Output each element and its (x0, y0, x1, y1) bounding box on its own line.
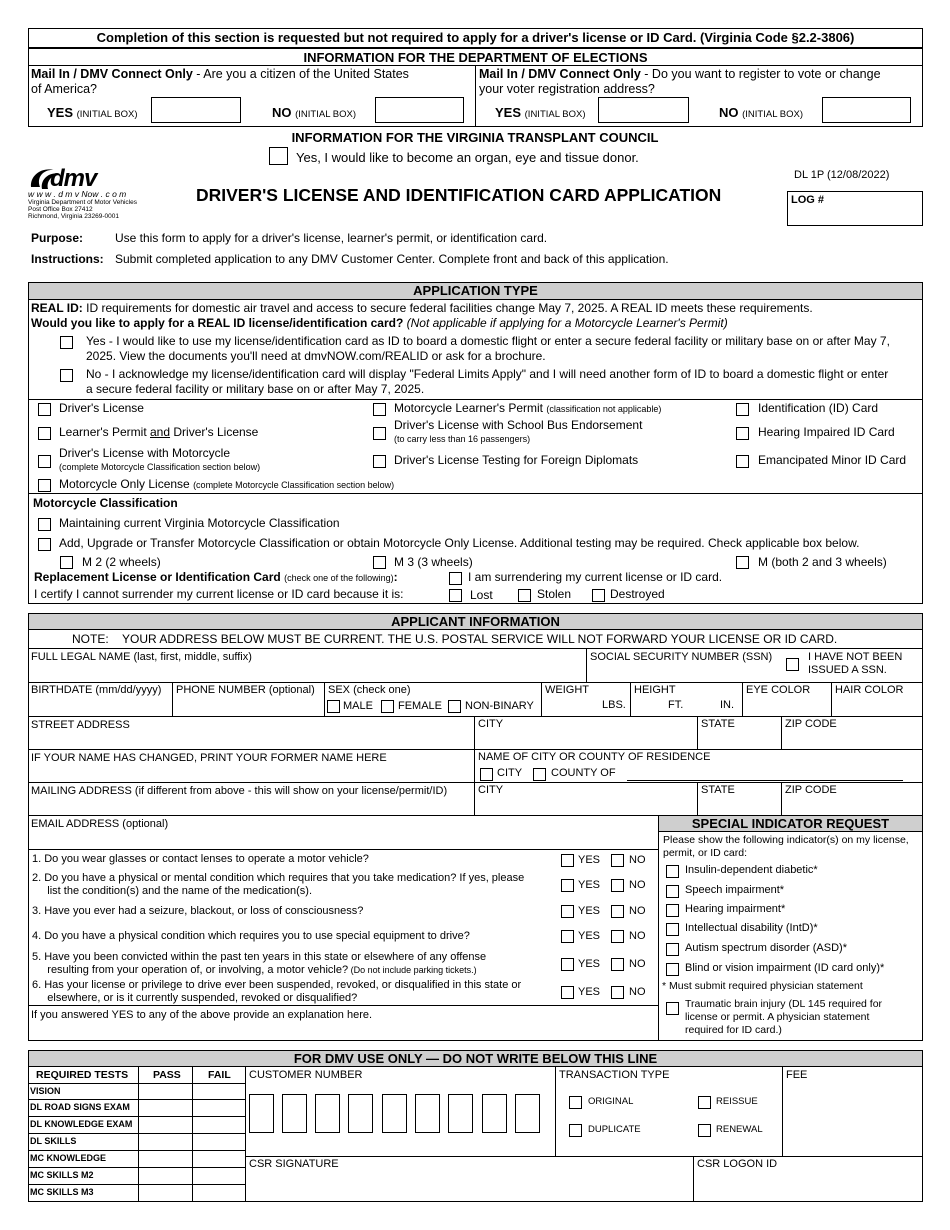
diabetic-checkbox[interactable] (666, 865, 679, 878)
ssn-label: SOCIAL SECURITY NUMBER (SSN) (590, 651, 773, 663)
q5-yes-checkbox[interactable] (561, 958, 574, 971)
learner-and-dl-checkbox[interactable] (38, 427, 51, 440)
test-row: DL KNOWLEDGE EXAM (30, 1119, 133, 1129)
renewal-label: RENEWAL (716, 1124, 763, 1135)
motorcycle-only-checkbox[interactable] (38, 479, 51, 492)
lbs-label: LBS. (602, 699, 626, 711)
instructions-text: Submit completed application to any DMV Customer Center. Complete front and back of this application. (115, 252, 669, 266)
m3-checkbox[interactable] (373, 556, 386, 569)
realid-yes-text: Yes - I would like to use my license/identification card as ID to board a domestic flight or enter a secure federal facility or military base on or after May 7, 2025. View the documents you'll need at dmvNOW.com/REALID or ask for a brochure. (86, 334, 890, 363)
motorcycle-learner-checkbox[interactable] (373, 403, 386, 416)
test-row: MC SKILLS M3 (30, 1187, 94, 1197)
q4-yes-label: YES (578, 930, 601, 942)
question-3: 3. Have you ever had a seizure, blackout, or loss of consciousness? (32, 905, 364, 917)
emancipated-minor-id-label: Emancipated Minor ID Card (758, 453, 907, 467)
org-name: Virginia Department of Motor Vehicles (28, 199, 137, 206)
org-city: Richmond, Virginia 23269-0001 (28, 213, 119, 220)
state-label: STATE (701, 718, 735, 730)
lost-checkbox[interactable] (449, 589, 462, 602)
vision-checkbox[interactable] (666, 963, 679, 976)
male-checkbox[interactable] (327, 700, 340, 713)
tbi-label: Traumatic brain injury (DL 145 required for license or permit. A physician statement required for ID card.) (685, 998, 883, 1036)
vision-label: Blind or vision impairment (ID card only)* (685, 962, 885, 974)
residence-county-checkbox[interactable] (533, 768, 546, 781)
mailing-city-label: CITY (478, 784, 504, 796)
required-tests-header: REQUIRED TESTS (36, 1069, 129, 1081)
county-underline[interactable] (627, 780, 903, 781)
moto-add-label: Add, Upgrade or Transfer Motorcycle Classification or obtain Motorcycle Only License. Additional testing may be required. Check applicable box below. (59, 536, 860, 550)
residence-county-label: COUNTY OF (551, 767, 616, 779)
instructions-label: Instructions: (31, 252, 104, 266)
no-ssn-checkbox[interactable] (786, 658, 799, 671)
reissue-label: REISSUE (716, 1096, 758, 1107)
question-4: 4. Do you have a physical condition which requires you to use special equipment to drive? (32, 930, 470, 942)
customer-digit-box[interactable] (382, 1094, 407, 1133)
q1-no-label: NO (629, 854, 646, 866)
log-number-label: LOG # (791, 194, 825, 206)
foreign-diplomat-checkbox[interactable] (373, 455, 386, 468)
purpose-text: Use this form to apply for a driver's license, learner's permit, or identification card. (115, 231, 548, 245)
address-note: NOTE: YOUR ADDRESS BELOW MUST BE CURRENT. THE U.S. POSTAL SERVICE WILL NOT FORWARD YOUR LICENSE OR ID CARD. (72, 632, 838, 646)
q2-no-label: NO (629, 879, 646, 891)
motorcycle-only-label: Motorcycle Only License (complete Motorcycle Classification section below) (59, 477, 395, 491)
register-no-label: NO (INITIAL BOX) (719, 105, 804, 120)
height-label: HEIGHT (634, 684, 676, 696)
motorcycle-class-heading: Motorcycle Classification (33, 496, 178, 510)
realid-no-checkbox[interactable] (60, 369, 73, 382)
hearing-impaired-id-label: Hearing Impaired ID Card (758, 425, 895, 439)
hearing-label: Hearing impairment* (685, 903, 786, 915)
destroyed-checkbox[interactable] (592, 589, 605, 602)
transplant-heading: INFORMATION FOR THE VIRGINIA TRANSPLANT COUNCIL (291, 130, 659, 145)
no-ssn-label: I HAVE NOT BEEN ISSUED A SSN. (808, 651, 903, 676)
q6-yes-label: YES (578, 986, 601, 998)
id-card-label: Identification (ID) Card (758, 401, 879, 415)
q6-no-checkbox[interactable] (611, 986, 624, 999)
zip-label: ZIP CODE (785, 718, 837, 730)
emancipated-minor-id-checkbox[interactable] (736, 455, 749, 468)
m2-checkbox[interactable] (60, 556, 73, 569)
hearing-impaired-id-checkbox[interactable] (736, 427, 749, 440)
moto-maintain-label: Maintaining current Virginia Motorcycle Classification (59, 516, 340, 530)
q3-yes-checkbox[interactable] (561, 905, 574, 918)
foreign-diplomat-label: Driver's License Testing for Foreign Diplomats (394, 453, 639, 467)
lost-label: Lost (470, 588, 493, 602)
sex-label: SEX (check one) (328, 684, 411, 696)
residence-city-checkbox[interactable] (480, 768, 493, 781)
q2-yes-label: YES (578, 879, 601, 891)
question-2: 2. Do you have a physical or mental condition which requires that you take medication? If yes, please list the condition(s) and the name of the medication(s). (32, 872, 525, 897)
logo-wordmark: dmv (50, 165, 97, 192)
dmv-logo (28, 167, 188, 222)
q3-no-label: NO (629, 905, 646, 917)
speech-label: Speech impairment* (685, 884, 785, 896)
original-label: ORIGINAL (588, 1096, 634, 1107)
question-1: 1. Do you wear glasses or contact lenses to operate a motor vehicle? (32, 853, 369, 865)
hair-color-label: HAIR COLOR (835, 684, 904, 696)
stolen-checkbox[interactable] (518, 589, 531, 602)
realid-yes-checkbox[interactable] (60, 336, 73, 349)
org-po: Post Office Box 27412 (28, 206, 93, 213)
female-label: FEMALE (398, 700, 443, 712)
realid-no-text: No - I acknowledge my license/identification card will display "Federal Limits Apply" and I will need another form of ID to board a domestic flight or enter a secure federal facility or military base on or after May 7, 2025. (86, 367, 889, 396)
moto-add-checkbox[interactable] (38, 538, 51, 551)
certify-label: I certify I cannot surrender my current license or ID card because it is: (34, 587, 404, 601)
surrender-checkbox[interactable] (449, 572, 462, 585)
diabetic-label: Insulin-dependent diabetic* (685, 864, 818, 876)
former-name-label: IF YOUR NAME HAS CHANGED, PRINT YOUR FORMER NAME HERE (31, 752, 387, 764)
applicant-heading: APPLICANT INFORMATION (29, 614, 922, 630)
q1-yes-checkbox[interactable] (561, 854, 574, 867)
customer-digit-box[interactable] (448, 1094, 473, 1133)
q1-no-checkbox[interactable] (611, 854, 624, 867)
full-name-input[interactable] (30, 665, 584, 681)
special-intro: Please show the following indicator(s) on my license, permit, or ID card: (663, 834, 909, 859)
pass-header: PASS (153, 1069, 181, 1081)
duplicate-label: DUPLICATE (588, 1124, 641, 1135)
school-bus-checkbox[interactable] (373, 427, 386, 440)
elections-notice: Completion of this section is requested but not required to apply for a driver's license or ID Card. (Virginia Code §2.2-3806) (29, 29, 922, 48)
test-row: VISION (30, 1086, 61, 1096)
question-6: 6. Has your license or privilege to drive ever been suspended, revoked, or disqualified in this state or elsewhere, or is it currently suspended, revoked or disqualified? (32, 979, 522, 1004)
explanation-label: If you answered YES to any of the above provide an explanation here. (31, 1009, 373, 1021)
citizen-yes-initial-box[interactable] (151, 97, 241, 123)
surrender-label: I am surrendering my current license or ID card. (468, 570, 723, 584)
question-5: 5. Have you been convicted within the past ten years in this state or elsewhere of any offense resulting from your operation of, or involving, a motor vehicle? (Do not include parking tickets.) (32, 951, 487, 976)
elections-heading: INFORMATION FOR THE DEPARTMENT OF ELECTIONS (29, 48, 922, 66)
organ-donor-label: Yes, I would like to become an organ, eye and tissue donor. (296, 150, 639, 165)
mailing-address-label: MAILING ADDRESS (if different from above - this will show on your license/permit/ID) (31, 785, 448, 797)
m3-label: M 3 (3 wheels) (394, 555, 473, 569)
mailing-zip-label: ZIP CODE (785, 784, 837, 796)
weight-label: WEIGHT (545, 684, 589, 696)
hearing-checkbox[interactable] (666, 904, 679, 917)
citizen-yes-label: YES (INITIAL BOX) (47, 105, 138, 120)
intd-label: Intellectual disability (IntD)* (685, 922, 818, 934)
destroyed-label: Destroyed (610, 587, 665, 601)
transaction-type-label: TRANSACTION TYPE (559, 1069, 670, 1081)
citizen-no-label: NO (INITIAL BOX) (272, 105, 357, 120)
q1-yes-label: YES (578, 854, 601, 866)
learner-and-dl-label: Learner's Permit and Driver's License (59, 425, 259, 439)
customer-number-label: CUSTOMER NUMBER (249, 1069, 363, 1081)
q5-yes-label: YES (578, 958, 601, 970)
in-label: IN. (720, 699, 735, 711)
q2-no-checkbox[interactable] (611, 879, 624, 892)
m2-label: M 2 (2 wheels) (82, 555, 161, 569)
replacement-label: Replacement License or Identification Card (check one of the following): (34, 570, 398, 584)
renewal-checkbox[interactable] (698, 1124, 711, 1137)
male-label: MALE (343, 700, 373, 712)
test-row: DL SKILLS (30, 1136, 77, 1146)
q4-yes-checkbox[interactable] (561, 930, 574, 943)
customer-digit-box[interactable] (249, 1094, 274, 1133)
eye-color-label: EYE COLOR (746, 684, 811, 696)
purpose-label: Purpose: (31, 231, 84, 245)
m-both-label: M (both 2 and 3 wheels) (758, 555, 887, 569)
drivers-license-label: Driver's License (59, 401, 144, 415)
nonbinary-label: NON-BINARY (465, 700, 534, 712)
special-indicator-heading: SPECIAL INDICATOR REQUEST (659, 816, 922, 832)
id-card-checkbox[interactable] (736, 403, 749, 416)
full-name-label: FULL LEGAL NAME (last, first, middle, suffix) (31, 651, 252, 663)
residence-label: NAME OF CITY OR COUNTY OF RESIDENCE (478, 751, 711, 763)
q5-no-checkbox[interactable] (611, 958, 624, 971)
street-address-label: STREET ADDRESS (31, 719, 130, 731)
drivers-license-checkbox[interactable] (38, 403, 51, 416)
organ-donor-checkbox[interactable] (269, 147, 288, 165)
stolen-label: Stolen (537, 587, 572, 601)
q2-yes-checkbox[interactable] (561, 879, 574, 892)
school-bus-label: Driver's License with School Bus Endorsement (to carry less than 16 passengers) (394, 418, 643, 444)
realid-question: Would you like to apply for a REAL ID license/identification card? (Not applicable if applying for a Motorcycle Learner's Permit) (31, 316, 728, 330)
q5-no-label: NO (629, 958, 646, 970)
intd-checkbox[interactable] (666, 923, 679, 936)
q6-yes-checkbox[interactable] (561, 986, 574, 999)
city-label: CITY (478, 718, 504, 730)
reissue-checkbox[interactable] (698, 1096, 711, 1109)
physician-note: * Must submit required physician statement (662, 980, 863, 992)
form-title: DRIVER'S LICENSE AND IDENTIFICATION CARD APPLICATION (196, 185, 722, 205)
moto-maintain-checkbox[interactable] (38, 518, 51, 531)
tbi-checkbox[interactable] (666, 1002, 679, 1015)
test-row: DL ROAD SIGNS EXAM (30, 1102, 130, 1112)
mailing-state-label: STATE (701, 784, 735, 796)
application-type-heading: APPLICATION TYPE (29, 283, 922, 300)
customer-digit-box[interactable] (515, 1094, 540, 1133)
asd-label: Autism spectrum disorder (ASD)* (685, 942, 847, 954)
ft-label: FT. (668, 699, 684, 711)
customer-digit-box[interactable] (315, 1094, 340, 1133)
register-no-initial-box[interactable] (822, 97, 911, 123)
m-both-checkbox[interactable] (736, 556, 749, 569)
customer-digit-box[interactable] (282, 1094, 307, 1133)
dl-motorcycle-checkbox[interactable] (38, 455, 51, 468)
citizen-question: Mail In / DMV Connect Only - Are you a citizen of the United States of America? (31, 67, 409, 96)
motorcycle-learner-label: Motorcycle Learner's Permit (classification not applicable) (394, 401, 662, 415)
logo-url: w w w . d m v Now . c o m (28, 189, 127, 199)
customer-digit-box[interactable] (348, 1094, 373, 1133)
female-checkbox[interactable] (381, 700, 394, 713)
fee-label: FEE (786, 1069, 808, 1081)
csr-logon-label: CSR LOGON ID (697, 1158, 778, 1170)
test-row: MC SKILLS M2 (30, 1170, 94, 1180)
residence-city-label: CITY (497, 767, 523, 779)
duplicate-checkbox[interactable] (569, 1124, 582, 1137)
q3-yes-label: YES (578, 905, 601, 917)
customer-digit-box[interactable] (415, 1094, 440, 1133)
speech-checkbox[interactable] (666, 885, 679, 898)
csr-signature-label: CSR SIGNATURE (249, 1158, 339, 1170)
register-question: Mail In / DMV Connect Only - Do you want to register to vote or change your voter registration address? (479, 67, 881, 96)
q4-no-label: NO (629, 930, 646, 942)
fail-header: FAIL (208, 1069, 231, 1081)
original-checkbox[interactable] (569, 1096, 582, 1109)
dmv-use-heading: FOR DMV USE ONLY — DO NOT WRITE BELOW THIS LINE (29, 1051, 922, 1067)
email-label: EMAIL ADDRESS (optional) (31, 818, 169, 830)
q3-no-checkbox[interactable] (611, 905, 624, 918)
realid-info: REAL ID: ID requirements for domestic air travel and access to secure federal facilities change May 7, 2025. A REAL ID meets these requirements. (31, 301, 813, 315)
test-row: MC KNOWLEDGE (30, 1153, 106, 1163)
customer-digit-box[interactable] (482, 1094, 507, 1133)
birthdate-label: BIRTHDATE (mm/dd/yyyy) (31, 684, 162, 696)
phone-label: PHONE NUMBER (optional) (176, 684, 315, 696)
citizen-no-initial-box[interactable] (375, 97, 464, 123)
register-yes-label: YES (INITIAL BOX) (495, 105, 586, 120)
form-id: DL 1P (12/08/2022) (794, 169, 890, 181)
asd-checkbox[interactable] (666, 943, 679, 956)
q4-no-checkbox[interactable] (611, 930, 624, 943)
q6-no-label: NO (629, 986, 646, 998)
nonbinary-checkbox[interactable] (448, 700, 461, 713)
dl-motorcycle-label: Driver's License with Motorcycle (complete Motorcycle Classification section below) (59, 446, 261, 472)
register-yes-initial-box[interactable] (598, 97, 689, 123)
